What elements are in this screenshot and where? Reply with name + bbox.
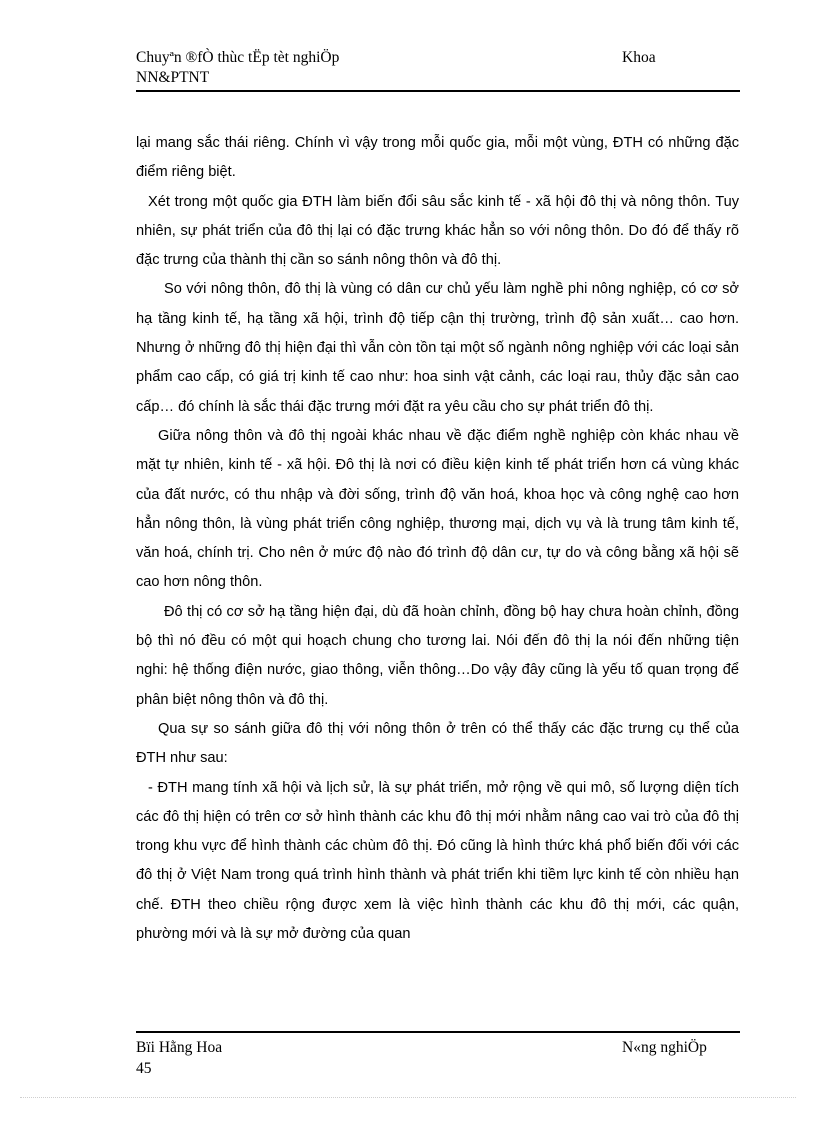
page-footer-left bbox=[136, 1037, 222, 1079]
paragraph-7: - ĐTH mang tính xã hội và lịch sử, là sự phát triển, mở rộng về qui mô, số lượng diện tích các đô thị hiện có trên cơ sở hình thành các khu đô thị mới nhằm nâng cao vai trò của đô thị trong khu vực để hình thành các chùm đô thị. Đó cũng là hình thức khá phổ biến đối với các đô thị ở Việt Nam trong quá trình hình thành và phát triển khi tiềm lực kinh tế còn nhiều hạn chế. ĐTH theo chiều rộng được xem là việc hình thành các khu đô thị mới, các quận, phường mới và là sự mở đường của quan bbox=[136, 779, 739, 943]
footer-divider bbox=[136, 1031, 740, 1033]
header-divider bbox=[136, 90, 740, 92]
footer-author: Bïi Hằng Hoa bbox=[136, 1039, 223, 1056]
document-body bbox=[136, 129, 739, 949]
page-edge-divider bbox=[20, 1097, 796, 1098]
paragraph-6: Qua sự so sánh giữa đô thị với nông thôn ở trên có thể thấy các đặc trưng cụ thể của ĐTH như sau: bbox=[136, 720, 739, 767]
paragraph-5: Đô thị có cơ sở hạ tầng hiện đại, dù đã hoàn chỉnh, đồng bộ hay chưa hoàn chỉnh, đồng bộ thì nó đều có một qui hoạch chung cho tương lai. Nói đến đô thị la nói đến những tiện nghi: hệ thống điện nước, giao thông, viễn thông…Do vậy đây cũng là yếu tố quan trọng để phân biệt nông thôn và đô thị. bbox=[136, 603, 739, 708]
header-doc-subtitle: NN&PTNT bbox=[136, 69, 210, 86]
paragraph-3: So với nông thôn, đô thị là vùng có dân cư chủ yếu làm nghề phi nông nghiệp, có cơ sở hạ tầng kinh tế, hạ tầng xã hội, trình độ tiếp cận thị trường, trình độ sản xuất… cao hơn. Nhưng ở những đô thị hiện đại thì vẫn còn tồn tại một số ngành nông nghiệp với các loại sản phẩm cao cấp, có giá trị kinh tế cao như: hoa sinh vật cảnh, các loại rau, thủy đặc sản cao cấp… đó chính là sắc thái đặc trưng mới đặt ra yêu cầu cho sự phát triển đô thị. bbox=[136, 281, 739, 415]
page-number: 45 bbox=[136, 1060, 152, 1077]
header-doc-title: Chuyªn ®fÒ thùc tËp tèt nghiÖp bbox=[136, 49, 340, 66]
paragraph-1: lại mang sắc thái riêng. Chính vì vậy trong mỗi quốc gia, mỗi một vùng, ĐTH có những đặc điểm riêng biệt. bbox=[136, 135, 739, 181]
footer-faculty: N«ng nghiÖp bbox=[622, 1039, 707, 1056]
page-header-left bbox=[136, 48, 339, 88]
header-department: Khoa bbox=[622, 49, 656, 66]
paragraph-2: Xét trong một quốc gia ĐTH làm biến đổi sâu sắc kinh tế - xã hội đô thị và nông thôn. Tuy nhiên, sự phát triển của đô thị lại có đặc trưng khác hẳn so với nông thôn. Do đó để thấy rõ đặc trưng của thành thị cần so sánh nông thôn và đô thị. bbox=[136, 193, 739, 269]
paragraph-4: Giữa nông thôn và đô thị ngoài khác nhau về đặc điểm nghề nghiệp còn khác nhau về mặt tự nhiên, kinh tế - xã hội. Đô thị là nơi có điều kiện kinh tế phát triển hơn cá vùng khác của đất nước, có thu nhập và đời sống, trình độ văn hoá, khoa học và công nghệ cao hơn hẳn nông thôn, là vùng phát triển công nghiệp, thương mại, dịch vụ và là trung tâm kinh tế, văn hoá, chính trị. Cho nên ở mức độ nào đó trình độ dân cư, tự do và công bằng xã hội sẽ cao hơn nông thôn. bbox=[136, 427, 739, 591]
